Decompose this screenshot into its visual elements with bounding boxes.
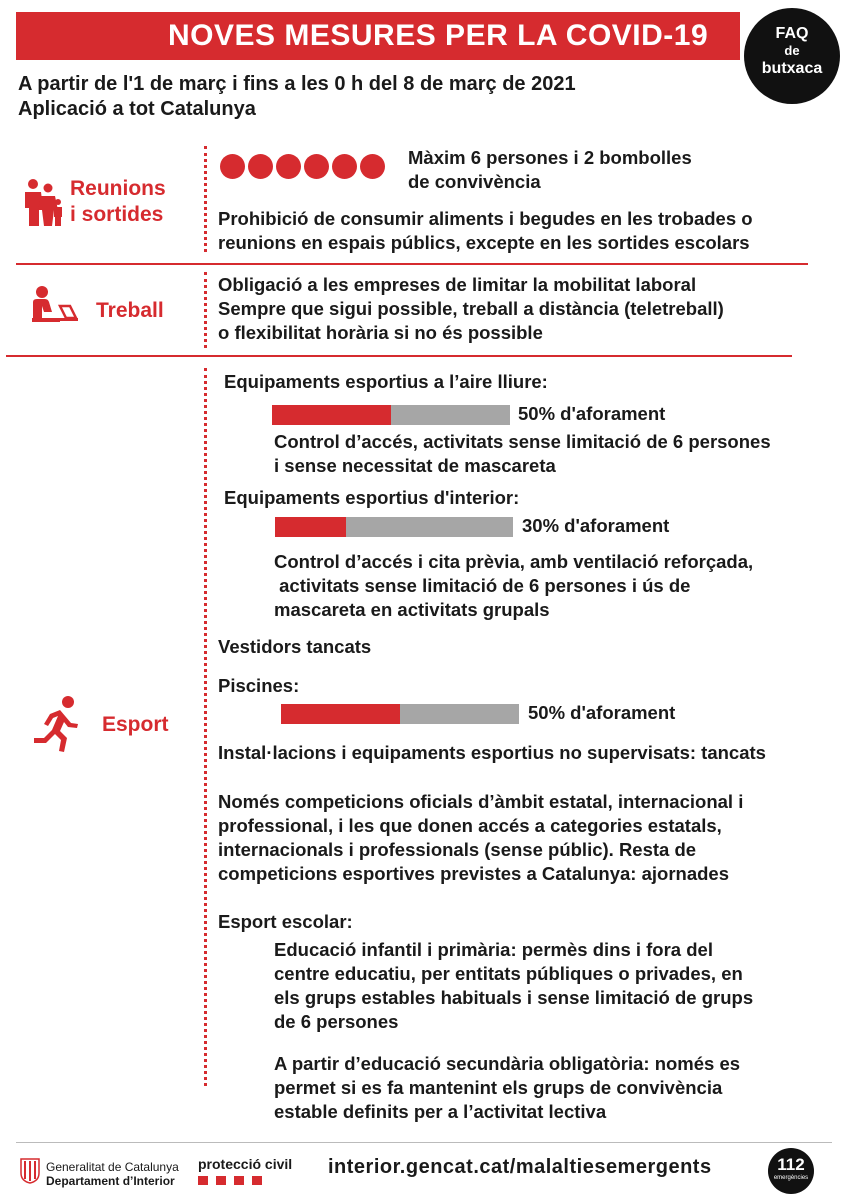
- proteccio-civil-logo: [198, 1156, 292, 1188]
- treball-line1: Obligació a les empreses de limitar la mobilitat laboral: [218, 274, 697, 295]
- piscines-capacity-bar: [281, 704, 519, 724]
- reunions-max-line1: Màxim 6 persones i 2 bombolles: [408, 147, 692, 168]
- people-dots: [220, 154, 390, 180]
- subtitle: [18, 72, 576, 122]
- page-title: NOVES MESURES PER LA COVID-19: [168, 19, 709, 52]
- outdoor-line1: Control d’accés, activitats sense limitació de 6 persones: [274, 431, 771, 452]
- faq-badge-line3: butxaca: [761, 60, 823, 77]
- school-infant-line2: centre educatiu, per entitats públiques o privades, en: [274, 963, 743, 984]
- faq-badge-line2: de: [784, 43, 800, 58]
- reunions-max-line2: de convivència: [408, 171, 541, 192]
- piscines-capacity-fill: [281, 704, 400, 724]
- competitions-line1: Només competicions oficials d’àmbit estatal, internacional i: [218, 791, 744, 812]
- faq-badge: [744, 8, 840, 104]
- school-secondary-line2: permet si es fa mantenint els grups de convivència: [274, 1077, 723, 1098]
- piscines-heading: Piscines:: [218, 675, 300, 696]
- school-infant-text: [274, 938, 753, 1034]
- emergency-112-badge: [768, 1148, 814, 1194]
- outdoor-line2: i sense necessitat de mascareta: [274, 455, 556, 476]
- school-secondary-text: [274, 1052, 740, 1124]
- indoor-capacity-label: 30% d'aforament: [522, 515, 670, 536]
- treball-text: [218, 273, 724, 345]
- section-separator-2: [6, 355, 792, 357]
- section-divider-vertical-treball: [204, 272, 207, 348]
- reunions-max-text: [408, 146, 692, 194]
- school-secondary-line1: A partir d’educació secundària obligatòria: només es: [274, 1053, 741, 1074]
- person-dot: [360, 154, 385, 179]
- school-infant-line1: Educació infantil i primària: permès dins i fora del: [274, 939, 713, 960]
- indoor-line1: Control d’accés i cita prèvia, amb ventilació reforçada,: [274, 551, 754, 572]
- competitions-line4: competicions esportives previstes a Catalunya: ajornades: [218, 863, 729, 884]
- person-dot: [276, 154, 301, 179]
- subtitle-scope: Aplicació a tot Catalunya: [18, 98, 256, 120]
- subtitle-dates: A partir de l'1 de març i fins a les 0 h del 8 de març de 2021: [18, 73, 576, 95]
- indoor-capacity-fill: [275, 517, 346, 537]
- competitions-line3: internacionals i professionals (sense públic). Resta de: [218, 839, 697, 860]
- gencat-text: [46, 1160, 179, 1188]
- outdoor-capacity-label: 50% d'aforament: [518, 403, 666, 424]
- footer-url[interactable]: interior.gencat.cat/malaltiesemergents: [328, 1156, 712, 1178]
- indoor-line3: mascareta en activitats grupals: [274, 599, 550, 620]
- emergency-number: 112: [777, 1155, 805, 1174]
- indoor-line2: activitats sense limitació de 6 persones i ús de: [274, 575, 691, 596]
- outdoor-text: [274, 430, 771, 478]
- proteccio-civil-text: protecció civil: [198, 1156, 293, 1172]
- runner-icon: [32, 696, 86, 752]
- indoor-capacity-bar: [275, 517, 513, 537]
- unsupervised-text: Instal·lacions i equipaments esportius no supervisats: tancats: [218, 742, 766, 763]
- section-label-reunions: [70, 176, 166, 228]
- person-laptop-icon: [30, 286, 78, 326]
- treball-line2: Sempre que sigui possible, treball a distància (teletreball): [218, 298, 724, 319]
- person-dot: [248, 154, 273, 179]
- section-label-treball: Treball: [96, 299, 164, 322]
- school-infant-line3: els grups estables habituals i sense limitació de grups: [274, 987, 754, 1008]
- emergency-label: emergències: [773, 1175, 809, 1181]
- reunions-ban-line2: reunions en espais públics, excepte en les sortides escolars: [218, 232, 750, 253]
- outdoor-capacity-bar: [272, 405, 510, 425]
- section-divider-vertical-reunions: [204, 146, 207, 252]
- section-divider-vertical-esport: [204, 368, 207, 1086]
- gencat-line2: Departament d’Interior: [46, 1174, 175, 1188]
- person-dot: [220, 154, 245, 179]
- gencat-line1: Generalitat de Catalunya: [46, 1160, 179, 1174]
- section-label-reunions-line2: i sortides: [70, 203, 164, 226]
- treball-line3: o flexibilitat horària si no és possible: [218, 322, 543, 343]
- family-group-icon: [22, 178, 62, 228]
- gencat-logo-icon: [20, 1158, 40, 1184]
- proteccio-civil-bars-icon: [198, 1176, 264, 1188]
- indoor-heading: Equipaments esportius d'interior:: [224, 487, 520, 508]
- person-dot: [304, 154, 329, 179]
- outdoor-capacity-fill: [272, 405, 391, 425]
- school-infant-line4: de 6 persones: [274, 1011, 399, 1032]
- reunions-ban-text: [218, 207, 753, 255]
- reunions-ban-line1: Prohibició de consumir aliments i begudes en les trobades o: [218, 208, 753, 229]
- person-dot: [332, 154, 357, 179]
- indoor-text: [274, 550, 753, 622]
- piscines-capacity-label: 50% d'aforament: [528, 702, 676, 723]
- school-heading: Esport escolar:: [218, 911, 353, 932]
- outdoor-heading: Equipaments esportius a l’aire lliure:: [224, 371, 548, 392]
- vestidors-text: Vestidors tancats: [218, 636, 372, 657]
- faq-badge-line1: FAQ: [775, 25, 809, 42]
- competitions-text: [218, 790, 743, 886]
- section-label-reunions-line1: Reunions: [70, 177, 166, 200]
- section-label-esport: Esport: [102, 713, 169, 736]
- school-secondary-line3: estable definits per a l’activitat lectiva: [274, 1101, 607, 1122]
- footer-divider: [16, 1142, 832, 1143]
- competitions-line2: professional, i les que donen accés a categories estatals,: [218, 815, 722, 836]
- section-separator-1: [16, 263, 808, 265]
